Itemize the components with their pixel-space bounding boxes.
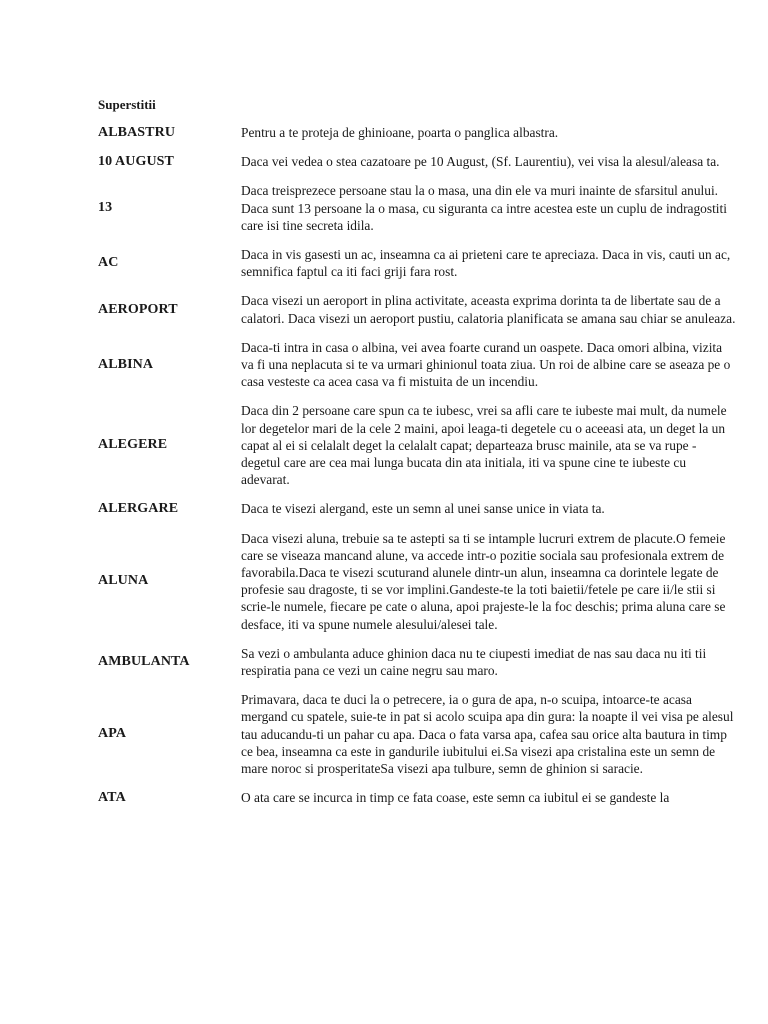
entry-term: ALERGARE — [98, 501, 179, 517]
entry-definition: Daca din 2 persoane care spun ca te iubesc, vrei sa afli care te iubeste mai mult, da numele lor degetelor mari de la cele 2 maini, apoi leaga-ti degetele cu o aceeasi ata, un deget la un capat al ei si celalalt deget la celalalt capat; departeaza brusc mainile, ata se va rupe - degetul care are cea mai lunga bucata din ata initiala, iti va spune cine te iubeste cu adevarat. — [241, 403, 727, 488]
entry-row — [98, 153, 738, 170]
entry-row — [98, 500, 738, 517]
entry-definition: Daca visezi aluna, trebuie sa te astepti sa ti se intample lucruri extrem de placute.O femeie care se viseaza mancand alune, va accede intr-o pozitie sociala sau profesionala extrem de favorabila.Daca te visezi scuturand alunele dintr-un alun, inseamna ca dorintele legate de profesie sau dragoste, ti se vor implini.Gandeste-te la toti baietii/fetele pe care ii/le stii si scrie-le numele, fiecare pe cate o aluna, apoi prajeste-le la foc deschis; prima aluna care se desface, iti va spune numele alesului/alesei tale. — [241, 530, 726, 632]
document-title: Superstitii — [98, 97, 156, 112]
entry-row — [98, 789, 738, 806]
entry-term: 13 — [98, 200, 113, 216]
entry-term: ALUNA — [98, 573, 149, 589]
entry-definition: Daca visezi un aeroport in plina activitate, aceasta exprima dorinta ta de libertate sau de a calatori. Daca visezi un aeroport pustiu, calatoria planificata se amana sau chiar se anuleaza. — [241, 293, 736, 326]
entry-term: AEROPORT — [98, 301, 178, 317]
entry-definition: Primavara, daca te duci la o petrecere, ia o gura de apa, n-o scuipa, intoarce-te acasa mergand cu spatele, suie-te in pat si acolo scuipa apa din gura: la noapte il vei visa pe alesul tau aducandu-ti un pahar cu apa. Daca o fata varsa apa, cafea sau orice alta bautura in timp ce bea, inseamna ca este in gandurile iubitului ei.Sa visezi apa cristalina este un semn de mare noroc si prosperitateSa visezi apa tulbure, semn de ghinion si saracie. — [241, 692, 734, 777]
entry-definition: Pentru a te proteja de ghinioane, poarta o panglica albastra. — [241, 125, 559, 140]
entry-row — [98, 645, 738, 679]
entry-definition: Sa vezi o ambulanta aduce ghinion daca nu te ciupesti imediat de nas sau daca nu iti tii respiratia pana ce vezi un caine negru sau maro. — [241, 645, 707, 679]
entry-term: APA — [98, 726, 127, 742]
entry-row — [98, 691, 738, 777]
entry-row — [98, 246, 738, 280]
entry-term: 10 AUGUST — [98, 153, 174, 169]
entry-definition: Daca te visezi alergand, este un semn al unei sanse unice in viata ta. — [241, 501, 605, 517]
entry-row — [98, 402, 738, 488]
entry-term: AMBULANTA — [98, 654, 190, 670]
entry-list — [98, 124, 738, 819]
entry-definition: Daca vei vedea o stea cazatoare pe 10 August, (Sf. Laurentiu), vei visa la alesul/aleasa ta. — [241, 154, 720, 170]
entry-definition: Daca-ti intra in casa o albina, vei avea foarte curand un oaspete. Daca omori albina, vizita va fi una neplacuta si te va urmari ghinionul toata ziua. Un roi de albine care se aseaza pe o casa vesteste ca acea casa va fi mistuita de un incendiu. — [241, 339, 731, 390]
entry-row — [98, 530, 738, 633]
entry-term: ALBASTRU — [98, 124, 176, 140]
entry-term: ALBINA — [98, 356, 154, 372]
entry-row — [98, 292, 738, 326]
entry-row — [98, 182, 738, 234]
entry-definition: Daca treisprezece persoane stau la o masa, una din ele va muri inainte de sfarsitul anului. Daca sunt 13 persoane la o masa, cu siguranta ca intre acestea este un cuplu de indragostiti care isi tine secreta idila. — [241, 183, 727, 233]
entry-definition: Daca in vis gasesti un ac, inseamna ca ai prieteni care te apreciaza. Daca in vis, cauti un ac, semnifica faptul ca iti faci griji fara rost. — [241, 247, 731, 280]
entry-term: AC — [98, 255, 119, 271]
entry-row — [98, 124, 738, 141]
entry-definition: O ata care se incurca in timp ce fata coase, este semn ca iubitul ei se gandeste la — [241, 790, 670, 806]
entry-term: ATA — [98, 789, 126, 805]
entry-row — [98, 339, 738, 391]
entry-term: ALEGERE — [98, 437, 168, 453]
